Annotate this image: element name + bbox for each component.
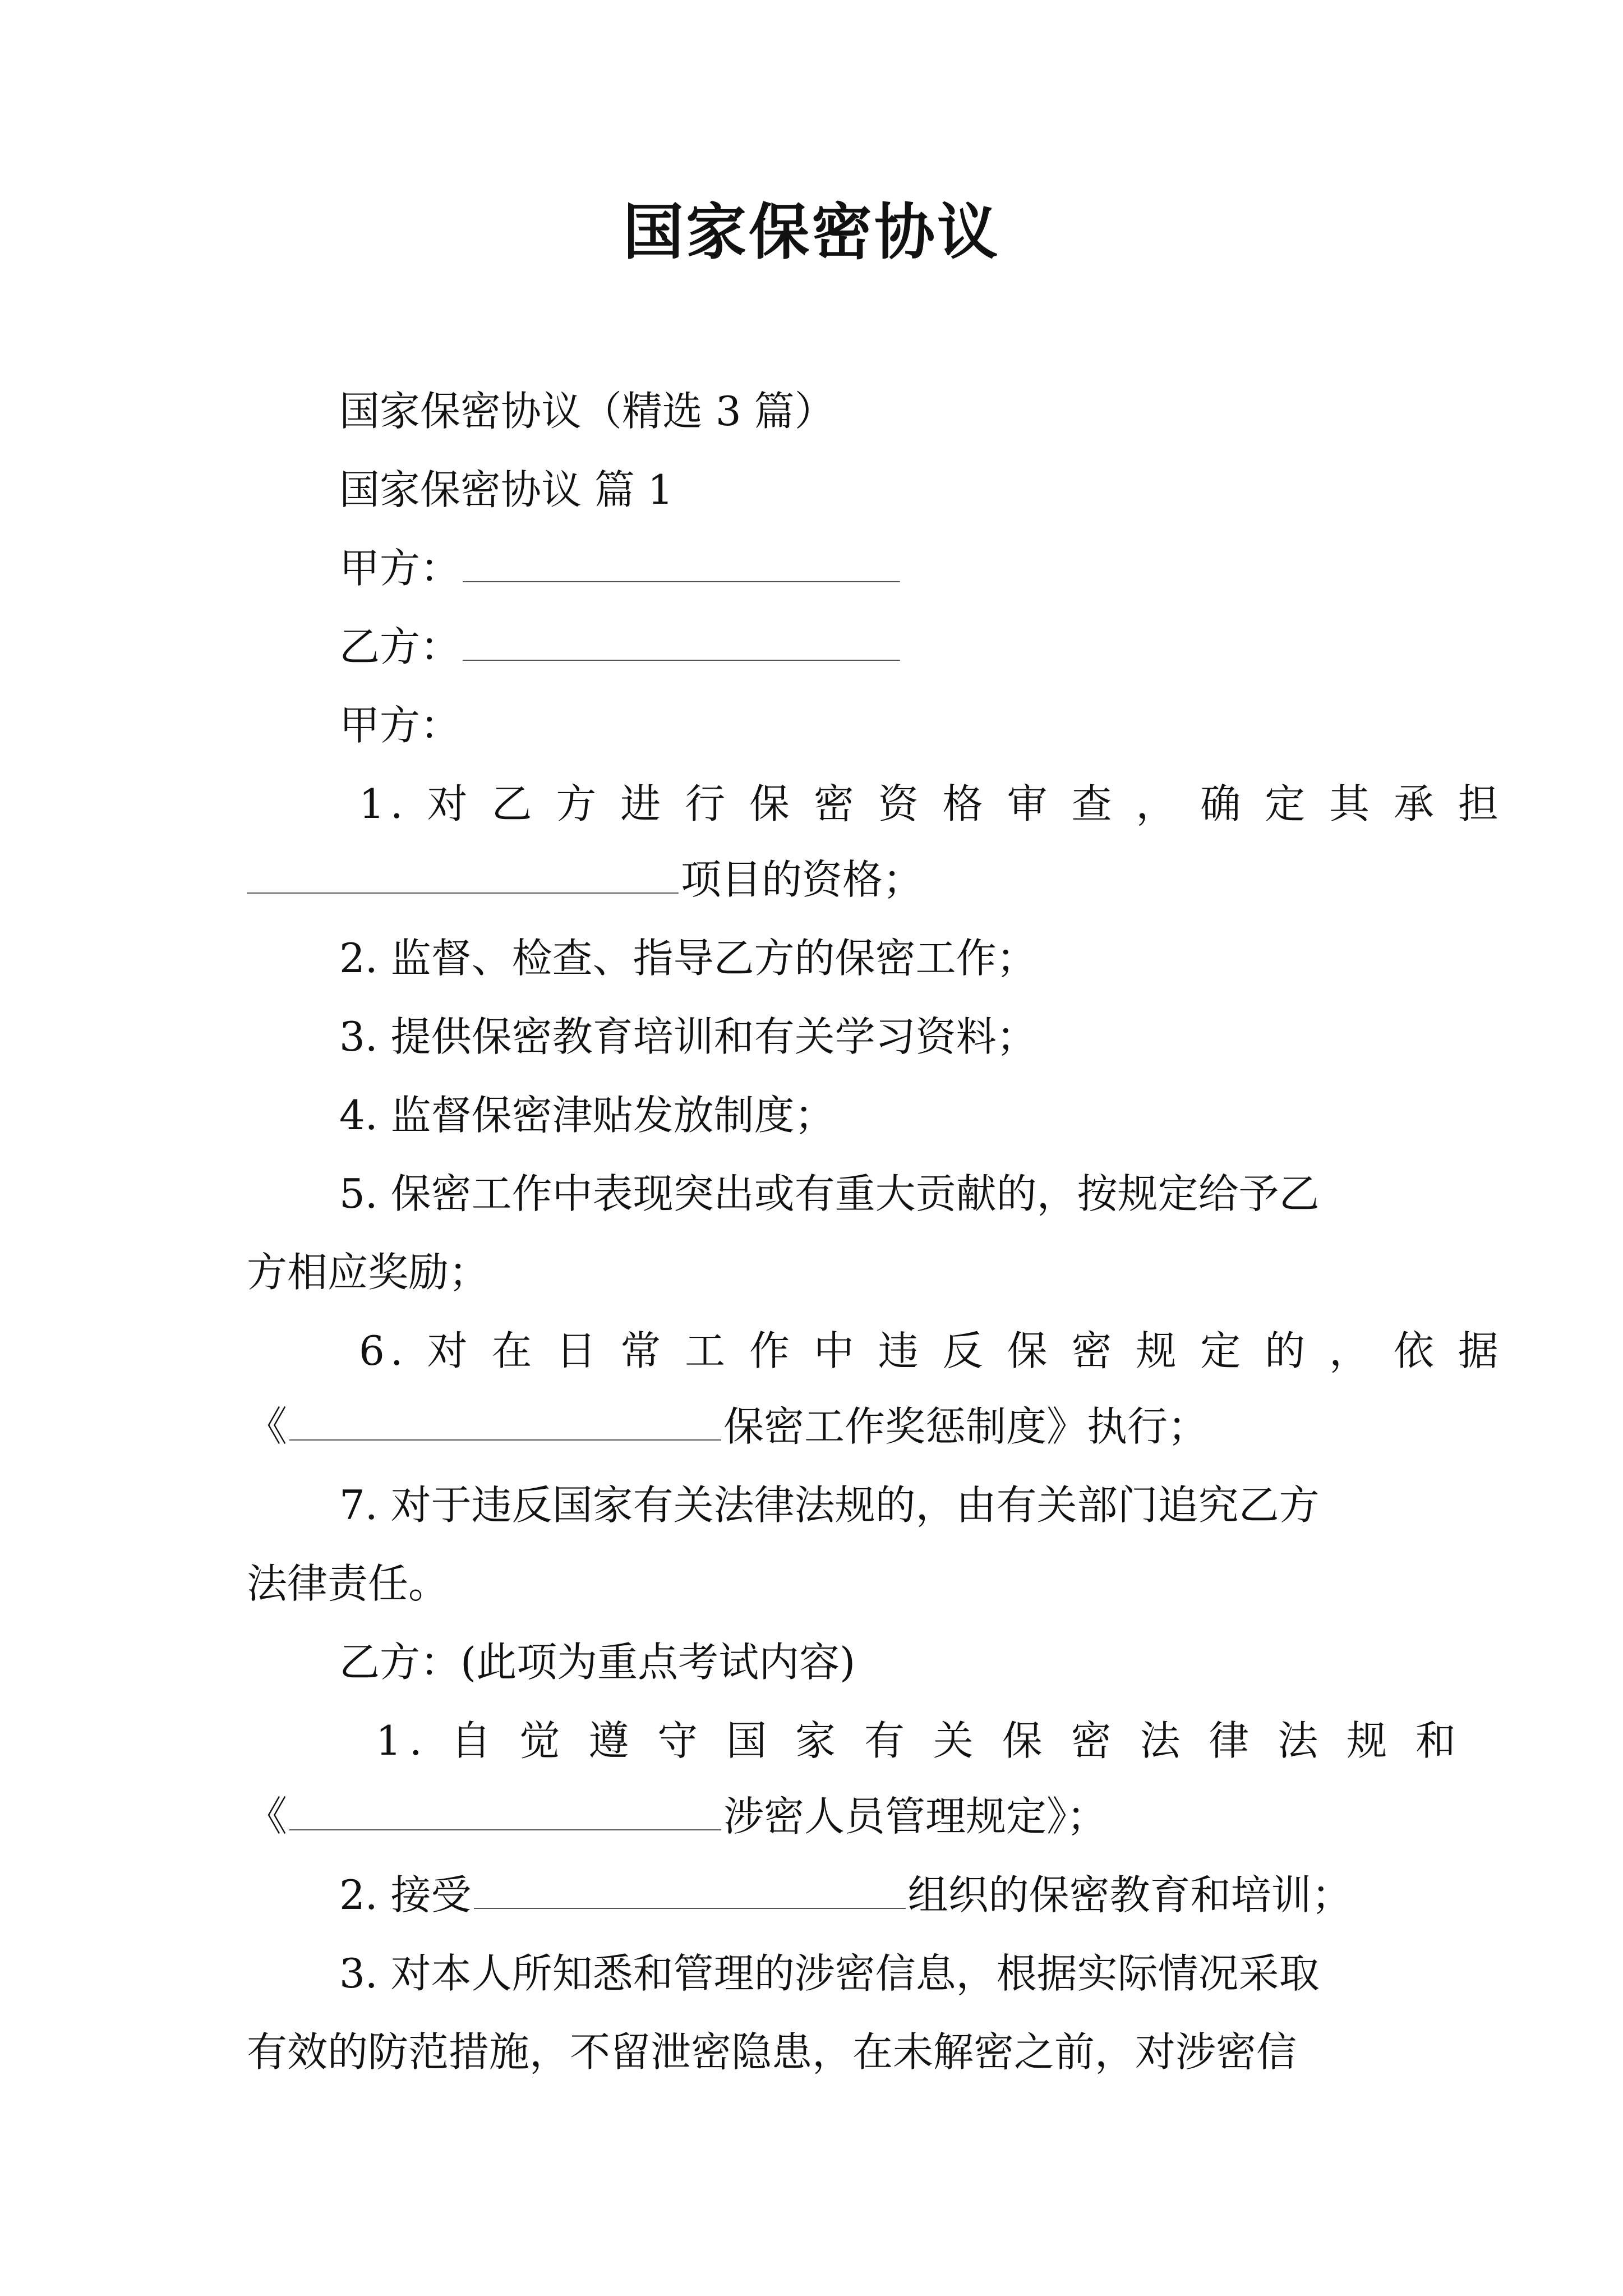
b2-head: 2. 接受 (339, 1871, 472, 1918)
a1-line2 (247, 855, 923, 904)
party-b-heading: 乙方：(此项为重点考试内容) (339, 1639, 856, 1686)
party-a-blank[interactable] (463, 550, 900, 582)
a6-line2-open-quote: 《 (247, 1403, 288, 1450)
b2-tail: 组织的保密教育和培训； (907, 1871, 1352, 1918)
party-a-heading: 甲方： (339, 702, 461, 749)
b2-line (339, 1871, 1352, 1919)
a3-text: 3. 提供保密教育培训和有关学习资料； (339, 1013, 1037, 1060)
party-a-line (339, 544, 902, 592)
a2-text: 2. 监督、检查、指导乙方的保密工作； (339, 935, 1037, 982)
b1-blank[interactable] (289, 1798, 721, 1830)
b3-line1: 3. 对本人所知悉和管理的涉密信息，根据实际情况采取 (339, 1950, 1320, 1997)
b1-line1: 1. 自 觉 遵 守 国 家 有 关 保 密 法 律 法 规 和 (376, 1717, 1464, 1764)
a1-line2-text: 项目的资格； (681, 856, 924, 903)
document-title: 国家保密协议 (623, 197, 1000, 268)
b1-line2 (247, 1792, 1107, 1841)
a7-line2: 法律责任。 (247, 1560, 449, 1607)
party-b-label: 乙方： (339, 623, 461, 670)
a6-blank[interactable] (289, 1408, 721, 1441)
b1-line2-text: 涉密人员管理规定》； (723, 1793, 1108, 1840)
a1-blank[interactable] (247, 861, 679, 894)
a6-line2 (247, 1402, 1208, 1451)
b2-blank[interactable] (474, 1876, 906, 1909)
section-heading: 国家保密协议 篇 1 (339, 466, 674, 513)
a5-line1: 5. 保密工作中表现突出或有重大贡献的，按规定给予乙 (339, 1170, 1320, 1217)
a6-line2-text: 保密工作奖惩制度》执行； (723, 1403, 1209, 1450)
a1-line1: 1. 对 乙 方 进 行 保 密 资 格 审 查 ， 确 定 其 承 担 (359, 780, 1504, 827)
b3-line2: 有效的防范措施，不留泄密隐患，在未解密之前，对涉密信 (247, 2028, 1297, 2076)
party-b-line (339, 623, 902, 671)
a6-line1: 6. 对 在 日 常 工 作 中 违 反 保 密 规 定 的 ， 依 据 (359, 1327, 1504, 1374)
b1-line2-open-quote: 《 (247, 1793, 288, 1840)
party-a-label: 甲方： (339, 545, 461, 592)
a7-line1: 7. 对于违反国家有关法律法规的，由有关部门追究乙方 (339, 1481, 1320, 1529)
party-b-blank[interactable] (463, 628, 900, 661)
subtitle: 国家保密协议（精选 3 篇） (339, 388, 835, 435)
a5-line2: 方相应奖励； (247, 1249, 490, 1296)
a4-text: 4. 监督保密津贴发放制度； (339, 1092, 835, 1139)
